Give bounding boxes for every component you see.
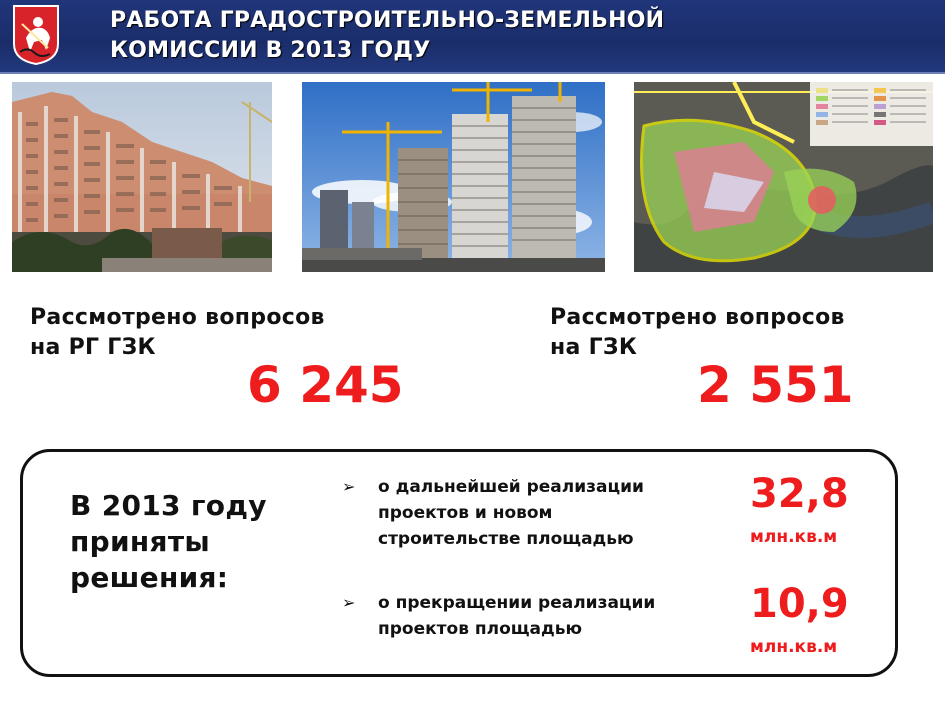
arrow-bullet-icon: ➢ bbox=[342, 593, 356, 612]
header-bar bbox=[0, 0, 945, 74]
page-title bbox=[110, 6, 664, 66]
decision-text-line: о прекращении реализации bbox=[378, 593, 656, 613]
arrow-bullet-icon: ➢ bbox=[342, 477, 356, 496]
decisions-title-line: приняты bbox=[70, 525, 210, 558]
stat-label-line: на РГ ГЗК bbox=[30, 335, 156, 360]
decision-value-terminate: 10,9 bbox=[750, 581, 849, 627]
decision-text-line: о дальнейшей реализации bbox=[378, 477, 644, 497]
decisions-title-line: решения: bbox=[70, 561, 229, 594]
decisions-title-line: В 2013 году bbox=[70, 489, 267, 522]
decision-text-line: проектов площадью bbox=[378, 619, 583, 639]
territory-planning-map bbox=[634, 82, 933, 272]
decision-item-terminate bbox=[342, 590, 656, 642]
decision-value-continue: 32,8 bbox=[750, 471, 849, 517]
decision-unit-continue: млн.кв.м bbox=[750, 527, 838, 547]
stat-label-rg-gzk bbox=[30, 303, 325, 363]
stat-label-line: Рассмотрено вопросов bbox=[550, 305, 845, 330]
moscow-coat-of-arms-icon bbox=[12, 4, 60, 66]
title-line-2: КОМИССИИ В 2013 ГОДУ bbox=[110, 38, 431, 63]
decisions-title bbox=[70, 488, 267, 596]
title-line-1: РАБОТА ГРАДОСТРОИТЕЛЬНО-ЗЕМЕЛЬНОЙ bbox=[110, 8, 665, 33]
decision-text-line: проектов и новом bbox=[378, 503, 553, 523]
stat-label-line: Рассмотрено вопросов bbox=[30, 305, 325, 330]
brick-residential-towers-photo bbox=[12, 82, 272, 272]
stat-label-line: на ГЗК bbox=[550, 335, 638, 360]
decision-item-continue bbox=[342, 474, 644, 552]
stat-label-gzk bbox=[550, 303, 845, 363]
decision-unit-terminate: млн.кв.м bbox=[750, 637, 838, 657]
stat-value-rg-gzk: 6 245 bbox=[247, 356, 404, 414]
decision-text-line: строительстве площадью bbox=[378, 529, 634, 549]
high-rise-construction-cranes-photo bbox=[302, 82, 605, 272]
stat-value-gzk: 2 551 bbox=[697, 356, 854, 414]
